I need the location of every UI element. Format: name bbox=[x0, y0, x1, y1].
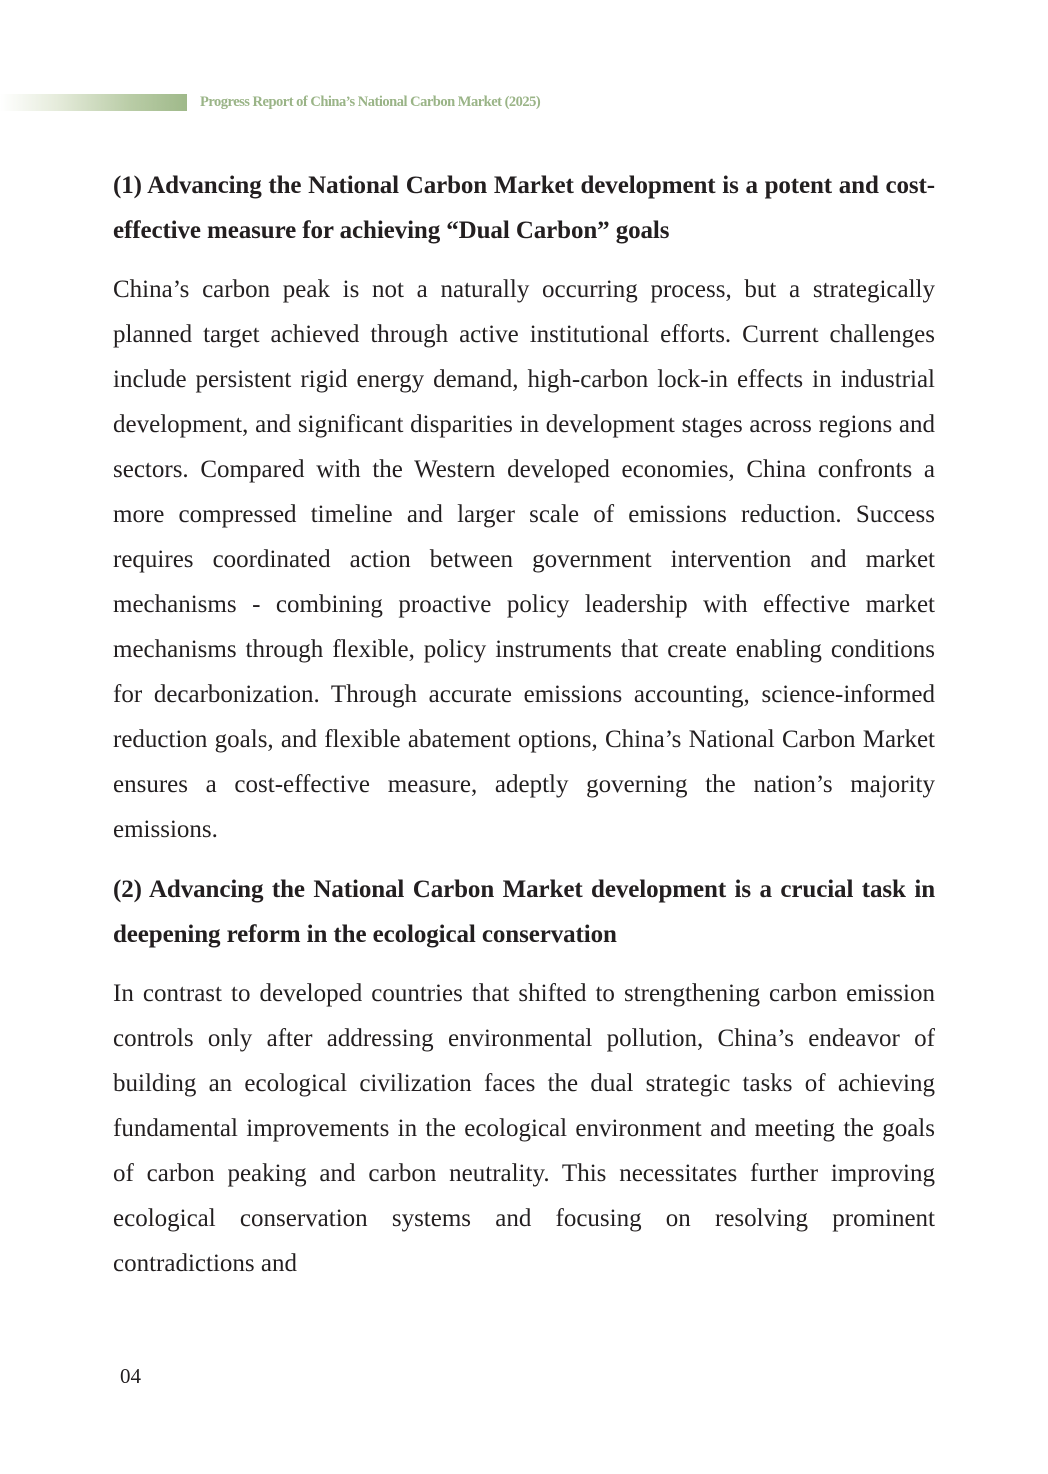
section-body-2: In contrast to developed countries that shifted to strengthening carbon emission controls only after addressing environmental pollution, China’s endeavor of building an ecological civilization faces the dual strategic tasks of achieving fundamental improvements in the ecological environment and meeting the goals of carbon peaking and carbon neutrality. This necessitates further improving ecological conservation systems and focusing on resolving prominent contradictions and bbox=[113, 980, 935, 1277]
page-content bbox=[113, 163, 935, 1286]
section-heading-2: (2) Advancing the National Carbon Market development is a crucial task in deepening reform in the ecological conservation bbox=[113, 876, 935, 948]
section-body-1: China’s carbon peak is not a naturally occurring process, but a strategically planned target achieved through active institutional efforts. Current challenges include persistent rigid energy demand, high-carbon lock-in effects in industrial development, and significant disparities in development stages across regions and sectors. Compared with the Western developed economies, China confronts a more compressed timeline and larger scale of emissions reduction. Success requires coordinated action between government intervention and market mechanisms - combining proactive policy leadership with effective market mechanisms through flexible, policy instruments that create enabling conditions for decarbonization. Through accurate emissions accounting, science-informed reduction goals, and flexible abatement options, China’s National Carbon Market ensures a cost-effective measure, adeptly governing the nation’s majority emissions. bbox=[113, 276, 935, 843]
running-header-title: Progress Report of China’s National Carbon Market (2025) bbox=[200, 94, 541, 110]
section-heading-1: (1) Advancing the National Carbon Market development is a potent and cost-effective measure for achieving “Dual Carbon” goals bbox=[113, 172, 935, 244]
header-decorative-band bbox=[0, 94, 187, 111]
page-number: 04 bbox=[120, 1364, 141, 1388]
